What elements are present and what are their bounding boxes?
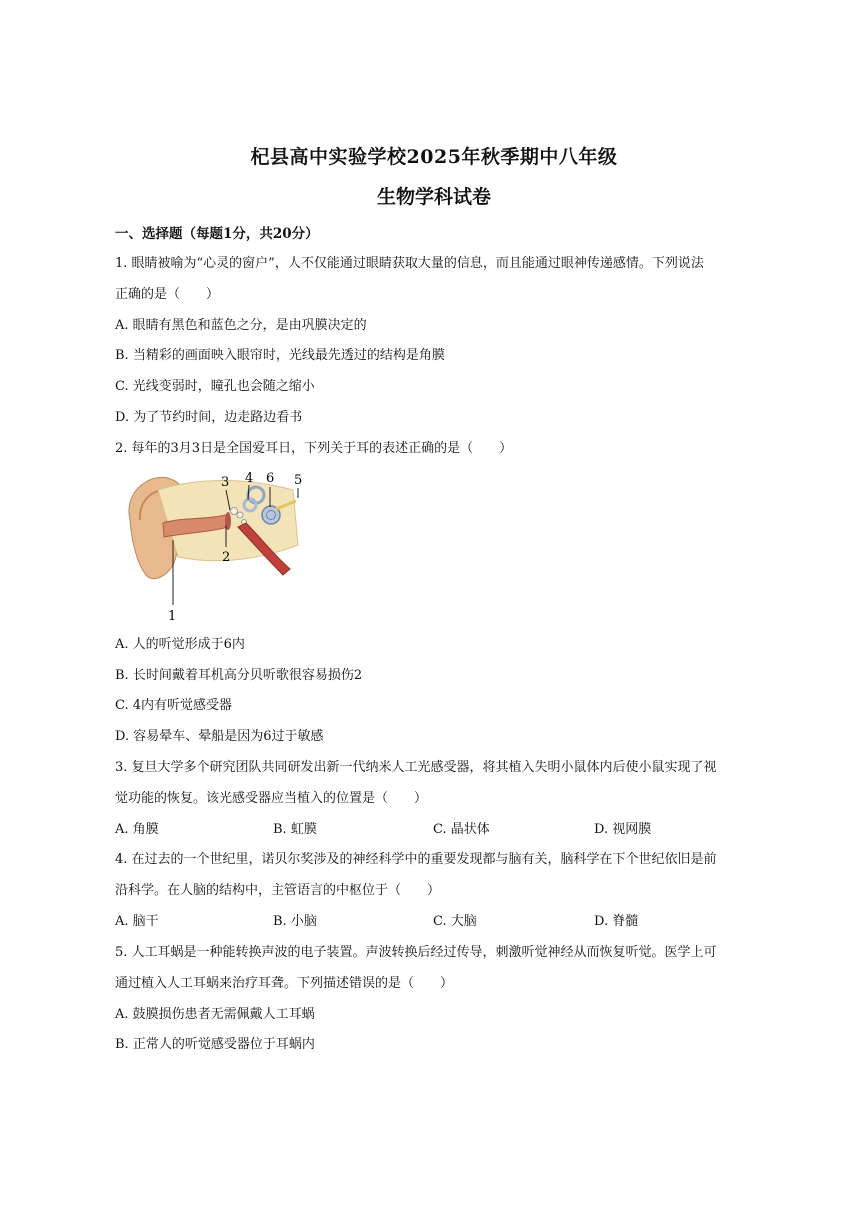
incus-shape bbox=[237, 512, 243, 518]
question-1-stem-line-2: 正确的是（ ） bbox=[115, 287, 220, 302]
ear-structure-figure bbox=[118, 465, 318, 625]
question-2-option-d: D. 容易晕车、晕船是因为6过于敏感 bbox=[115, 729, 324, 744]
question-3-option-c: C. 晶状体 bbox=[433, 822, 490, 837]
question-4-option-a: A. 脑干 bbox=[115, 914, 159, 929]
question-4-option-b: B. 小脑 bbox=[273, 914, 317, 929]
question-3-option-d: D. 视网膜 bbox=[594, 822, 652, 837]
question-5-option-a: A. 鼓膜损伤患者无需佩戴人工耳蜗 bbox=[115, 1007, 315, 1022]
question-5-stem-line-1: 5. 人工耳蜗是一种能转换声波的电子装置。声波转换后经过传导，刺激听觉神经从而恢复听觉。医学上可 bbox=[115, 945, 717, 960]
question-1-option-c: C. 光线变弱时，瞳孔也会随之缩小 bbox=[115, 379, 315, 394]
question-3-option-a: A. 角膜 bbox=[115, 822, 159, 837]
question-3-stem-line-2: 觉功能的恢复。该光感受器应当植入的位置是（ ） bbox=[115, 791, 428, 806]
question-2-stem: 2. 每年的3月3日是全国爱耳日，下列关于耳的表述正确的是（ ） bbox=[115, 441, 513, 456]
question-4-option-c: C. 大脑 bbox=[433, 914, 477, 929]
figure-label-2: 2 bbox=[222, 550, 231, 565]
figure-label-3: 3 bbox=[221, 475, 230, 490]
figure-label-1: 1 bbox=[168, 609, 177, 624]
section-heading: 一、选择题（每题1分，共20分） bbox=[115, 226, 319, 242]
question-2-option-b: B. 长时间戴着耳机高分贝听歌很容易损伤2 bbox=[115, 668, 363, 683]
question-1-option-a: A. 眼睛有黑色和蓝色之分，是由巩膜决定的 bbox=[115, 318, 367, 333]
figure-label-6: 6 bbox=[266, 471, 275, 486]
question-4-stem-line-2: 沿科学。在人脑的结构中，主管语言的中枢位于（ ） bbox=[115, 883, 441, 898]
question-5-option-b: B. 正常人的听觉感受器位于耳蜗内 bbox=[115, 1037, 315, 1052]
exam-subtitle: 生物学科试卷 bbox=[376, 186, 491, 208]
question-2-option-a: A. 人的听觉形成于6内 bbox=[115, 637, 245, 652]
figure-label-4: 4 bbox=[245, 471, 254, 486]
question-1-option-b: B. 当精彩的画面映入眼帘时，光线最先透过的结构是角膜 bbox=[115, 348, 445, 363]
malleus-shape bbox=[231, 508, 238, 515]
question-3-stem-line-1: 3. 复旦大学多个研究团队共同研发出新一代纳米人工光感受器，将其植入失明小鼠体内后使小鼠实现了视 bbox=[115, 760, 717, 775]
question-1-stem-line-1: 1. 眼睛被喻为“心灵的窗户”，人不仅能通过眼睛获取大量的信息，而且能通过眼神传递感情。下列说法 bbox=[115, 256, 704, 271]
question-5-stem-line-2: 通过植入人工耳蜗来治疗耳聋。下列描述错误的是（ ） bbox=[115, 976, 454, 991]
question-2-option-c: C. 4内有听觉感受器 bbox=[115, 698, 233, 713]
figure-label-5: 5 bbox=[294, 473, 303, 488]
question-1-option-d: D. 为了节约时间，边走路边看书 bbox=[115, 410, 303, 425]
question-4-option-d: D. 脊髓 bbox=[594, 914, 639, 929]
exam-title: 杞县高中实验学校2025年秋季期中八年级 bbox=[250, 146, 618, 168]
question-4-stem-line-1: 4. 在过去的一个世纪里，诺贝尔奖涉及的神经科学中的重要发现都与脑有关，脑科学在下个世纪依旧是前 bbox=[115, 852, 717, 867]
question-3-option-b: B. 虹膜 bbox=[273, 822, 317, 837]
